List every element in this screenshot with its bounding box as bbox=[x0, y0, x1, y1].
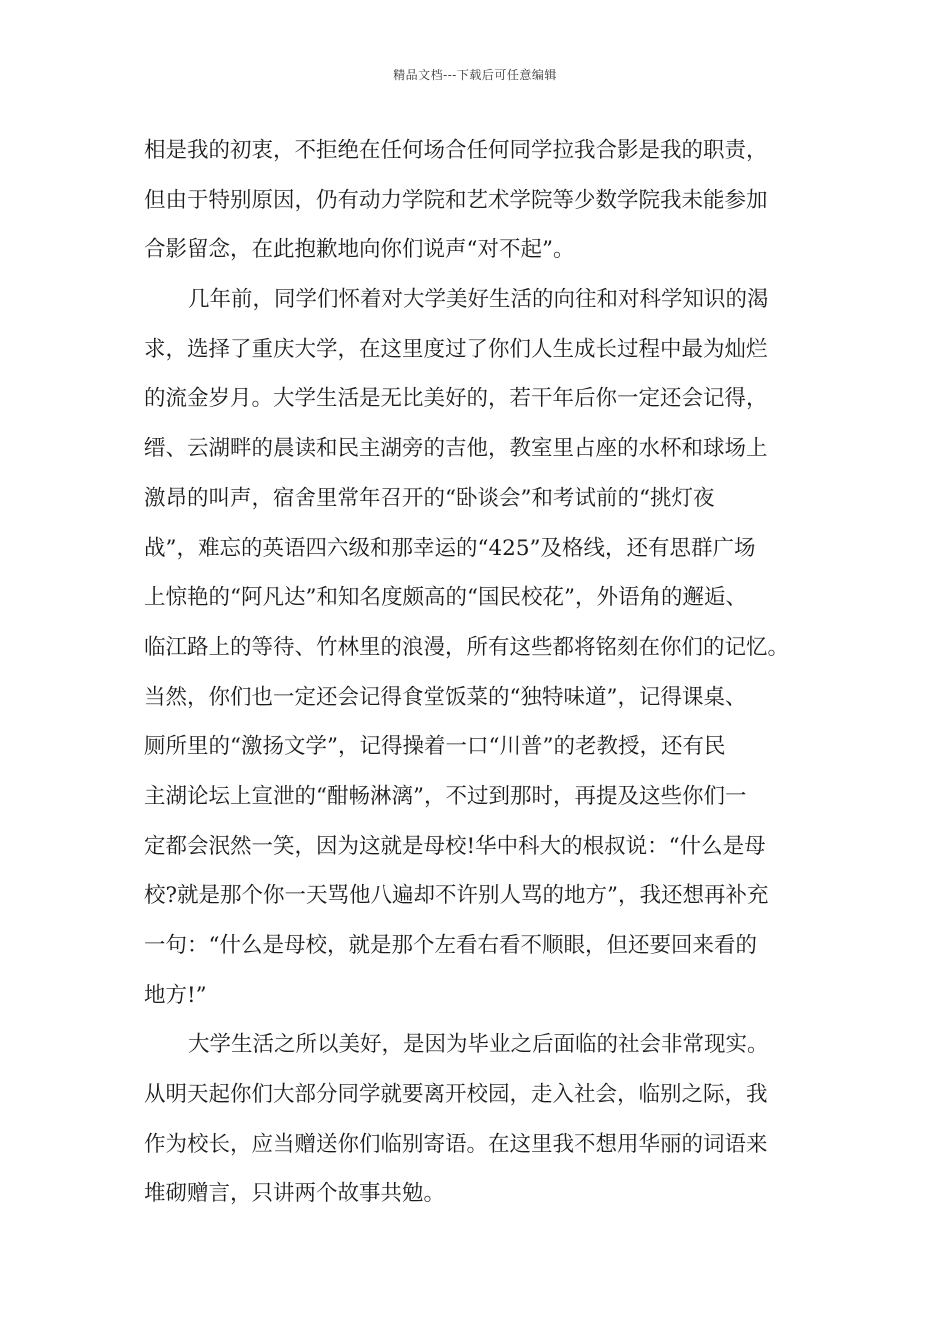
text-line: 缙、云湖畔的晨读和民主湖旁的吉他，教室里占座的水杯和球场上 bbox=[144, 436, 768, 462]
text-line: 上惊艳的“阿凡达”和知名度颇高的“国民校花”，外语角的邂逅、 bbox=[144, 585, 747, 611]
text-line: 临江路上的等待、竹林里的浪漫，所有这些都将铭刻在你们的记忆。 bbox=[144, 634, 790, 660]
text-line: 的流金岁月。大学生活是无比美好的，若干年后你一定还会记得， bbox=[144, 386, 768, 412]
text-line: 一句：“什么是母校，就是那个左看右看不顺眼，但还要回来看的 bbox=[144, 933, 757, 958]
text-line: 相是我的初衷，不拒绝在任何场合任何同学拉我合影是我的职责， bbox=[144, 138, 768, 163]
text-line: 地方!” bbox=[144, 982, 207, 1008]
text-line: 求，选择了重庆大学，在这里度过了你们人生成长过程中最为灿烂 bbox=[144, 336, 768, 362]
text-line: 厕所里的“激扬文学”，记得操着一口“川普”的老教授，还有民 bbox=[144, 734, 726, 760]
text-line: 激昂的叫声，宿舍里常年召开的“卧谈会”和考试前的“挑灯夜 bbox=[144, 485, 715, 511]
text-line: 定都会泯然一笑，因为这就是母校!华中科大的根叔说：“什么是母 bbox=[144, 833, 766, 859]
text-line: 几年前，同学们怀着对大学美好生活的向往和对科学知识的渴 bbox=[188, 287, 769, 313]
text-line: 作为校长，应当赠送你们临别寄语。在这里我不想用华丽的词语来 bbox=[144, 1131, 768, 1157]
text-line: 从明天起你们大部分同学就要离开校园，走入社会，临别之际，我 bbox=[144, 1082, 768, 1108]
text-line: 校?就是那个你一天骂他八遍却不许别人骂的地方”，我还想再补充 bbox=[144, 883, 769, 909]
text-line: 堆砌赠言，只讲两个故事共勉。 bbox=[144, 1181, 446, 1207]
text-line: 当然，你们也一定还会记得食堂饭菜的“独特味道”，记得课桌、 bbox=[144, 684, 747, 710]
document-body bbox=[144, 126, 808, 1219]
text-line: 大学生活之所以美好，是因为毕业之后面临的社会非常现实。 bbox=[188, 1032, 769, 1058]
text-line: 合影留念，在此抱歉地向你们说声“对不起”。 bbox=[144, 237, 575, 263]
text-line: 主湖论坛上宣泄的“酣畅淋漓”，不过到那时，再提及这些你们一 bbox=[144, 783, 747, 809]
text-line: 但由于特别原因，仍有动力学院和艺术学院等少数学院我未能参加 bbox=[144, 187, 768, 213]
page-header: 精品文档---下载后可任意编辑 bbox=[393, 68, 557, 82]
text-line: 战”，难忘的英语四六级和那幸运的“425”及格线，还有思群广场 bbox=[144, 535, 756, 561]
